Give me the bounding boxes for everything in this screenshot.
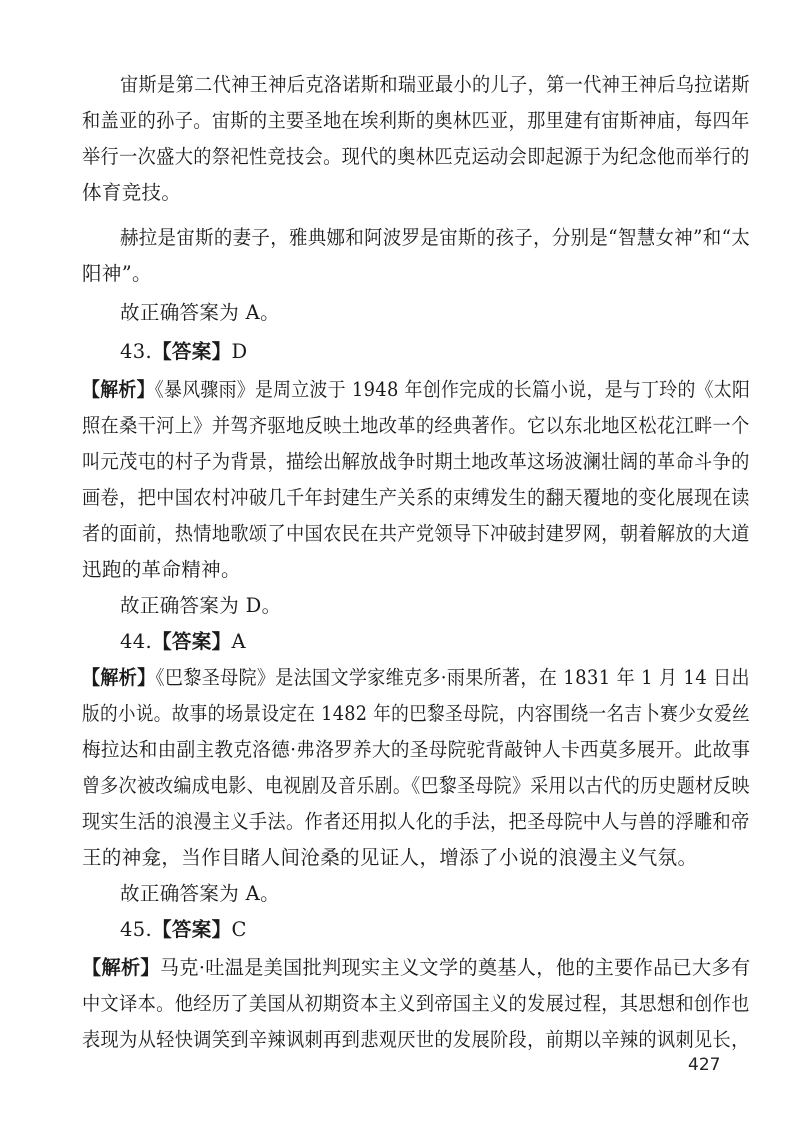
q45-analysis-line-3: 表现为从轻快调笑到辛辣讽刺再到悲观厌世的发展阶段，前期以辛辣的讽刺见长，: [82, 1028, 750, 1051]
q45-analysis-text-1: 马克·吐温是美国批判现实主义文学的奠基人，他的主要作品已大多有: [159, 956, 751, 979]
q45-number: 45.: [120, 918, 153, 941]
q44-analysis-label: 【解析】: [82, 666, 156, 689]
q44-analysis-line-6: 王的神龛，当作目睹人间沧桑的见证人，增添了小说的浪漫主义气氛。: [82, 846, 698, 869]
q45-analysis-label: 【解析】: [82, 956, 160, 979]
q43-analysis-line-3: 叫元茂屯的村子为背景，描绘出解放战争时期土地改革这场波澜壮阔的革命斗争的: [82, 450, 750, 473]
q45-answer-line: [120, 918, 247, 942]
q45-answer: C: [231, 918, 247, 941]
q44-analysis-line-1: [82, 666, 750, 690]
q43-analysis-line-2: 照在桑干河上》并驾齐驱地反映土地改革的经典著作。它以东北地区松花江畔一个: [82, 414, 750, 437]
q45-analysis-line-1: [82, 956, 750, 980]
q43-analysis-label: 【解析】: [82, 378, 155, 401]
q44-analysis-line-3: 梅拉达和由副主教克洛德·弗洛罗养大的圣母院驼背敲钟人卡西莫多展开。此故事: [82, 738, 751, 761]
q43-answer-label: 【答案】: [152, 340, 232, 363]
q43-analysis-line-1: [82, 378, 750, 402]
q44-analysis-line-2: 版的小说。故事的场景设定在 1482 年的巴黎圣母院，内容围绕一名吉卜赛少女爱丝: [82, 702, 751, 725]
q43-number: 43.: [120, 340, 153, 363]
q43-analysis-line-5: 者的面前，热情地歌颂了中国农民在共产党领导下冲破封建罗网，朝着解放的大道: [82, 522, 750, 545]
hera-line-1: 赫拉是宙斯的妻子，雅典娜和阿波罗是宙斯的孩子，分别是“智慧女神”和“太: [120, 226, 751, 249]
zeus-line-1: 宙斯是第二代神王神后克洛诺斯和瑞亚最小的儿子，第一代神王神后乌拉诺斯: [120, 73, 750, 96]
q44-conclusion: 故正确答案为 A。: [120, 882, 280, 905]
hera-line-2: 阳神”。: [82, 262, 152, 285]
q43-answer: D: [231, 340, 248, 363]
q44-answer-line: [120, 630, 246, 654]
q44-analysis-line-5: 现实生活的浪漫主义手法。作者还用拟人化的手法，把圣母院中人与兽的浮雕和帝: [82, 810, 750, 833]
zeus-line-3: 举行一次盛大的祭祀性竞技会。现代的奥林匹克运动会即起源于为纪念他而举行的: [82, 145, 750, 168]
q43-answer-line: [120, 340, 247, 364]
q44-analysis-text-1: 《巴黎圣母院》是法国文学家维克多·雨果所著，在 1831 年 1 月 14 日出: [155, 666, 750, 689]
q43-analysis-line-4: 画卷，把中国农村冲破几千年封建生产关系的束缚发生的翻天覆地的变化展现在读: [82, 486, 750, 509]
q44-answer: A: [231, 630, 246, 653]
q44-answer-label: 【答案】: [152, 630, 232, 653]
zeus-line-2: 和盖亚的孙子。宙斯的主要圣地在埃利斯的奥林匹亚，那里建有宙斯神庙，每四年: [82, 109, 750, 132]
q44-analysis-line-4: 曾多次被改编成电影、电视剧及音乐剧。《巴黎圣母院》采用以古代的历史题材反映: [82, 774, 750, 797]
q43-analysis-text-1: 《暴风骤雨》是周立波于 1948 年创作完成的长篇小说，是与丁玲的《太阳: [154, 378, 751, 401]
q44-number: 44.: [120, 630, 153, 653]
page-number: 427: [688, 1055, 721, 1075]
q43-conclusion: 故正确答案为 D。: [120, 594, 282, 617]
q43-analysis-line-6: 迅跑的革命精神。: [82, 558, 241, 581]
q45-analysis-line-2: 中文译本。他经历了美国从初期资本主义到帝国主义的发展过程，其思想和创作也: [82, 992, 750, 1015]
zeus-line-4: 体育竞技。: [82, 181, 182, 204]
q45-answer-label: 【答案】: [152, 918, 232, 941]
answer-conclusion-42: 故正确答案为 A。: [120, 301, 280, 324]
